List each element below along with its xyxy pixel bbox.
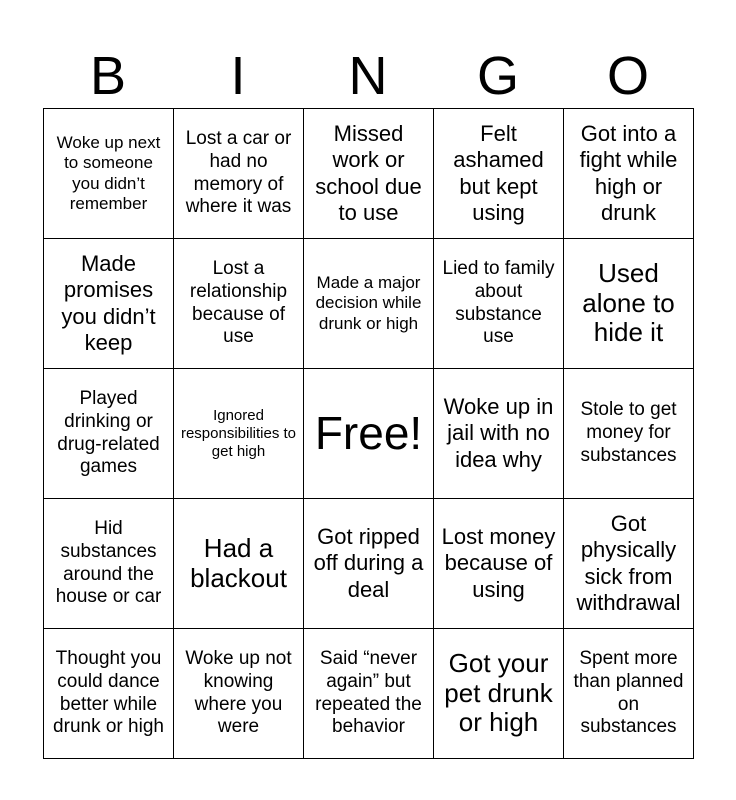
bingo-cell[interactable]: Woke up next to someone you didn’t remember (44, 109, 174, 239)
bingo-cell[interactable]: Lost a car or had no memory of where it was (174, 109, 304, 239)
board-row (44, 369, 694, 499)
bingo-cell[interactable]: Missed work or school due to use (304, 109, 434, 239)
bingo-cell[interactable]: Thought you could dance better while drunk or high (44, 629, 174, 759)
bingo-cell[interactable]: Made promises you didn’t keep (44, 239, 174, 369)
board-row (44, 629, 694, 759)
header-letter-n: N (348, 46, 388, 106)
bingo-cell[interactable]: Spent more than planned on substances (564, 629, 694, 759)
bingo-cell[interactable]: Ignored responsibilities to get high (174, 369, 304, 499)
bingo-board (43, 108, 694, 759)
header-letter-b: B (89, 46, 127, 106)
bingo-cell[interactable]: Stole to get money for substances (564, 369, 694, 499)
board-row (44, 499, 694, 629)
header-letter-i: I (230, 46, 246, 106)
header-letter-o: O (606, 46, 649, 106)
bingo-cell[interactable]: Had a blackout (174, 499, 304, 629)
bingo-cell[interactable]: Hid substances around the house or car (44, 499, 174, 629)
bingo-cell[interactable]: Got physically sick from withdrawal (564, 499, 694, 629)
bingo-cell[interactable]: Woke up in jail with no idea why (434, 369, 564, 499)
bingo-cell[interactable]: Lost a relationship because of use (174, 239, 304, 369)
bingo-cell[interactable]: Woke up not knowing where you were (174, 629, 304, 759)
bingo-cell[interactable]: Got into a fight while high or drunk (564, 109, 694, 239)
bingo-cell[interactable]: Felt ashamed but kept using (434, 109, 564, 239)
bingo-cell[interactable]: Played drinking or drug-related games (44, 369, 174, 499)
bingo-cell[interactable]: Used alone to hide it (564, 239, 694, 369)
bingo-cell[interactable]: Lied to family about substance use (434, 239, 564, 369)
bingo-header (43, 44, 693, 108)
header-letter-g: G (476, 46, 519, 106)
board-row (44, 109, 694, 239)
bingo-cell[interactable]: Got ripped off during a deal (304, 499, 434, 629)
bingo-cell[interactable]: Made a major decision while drunk or high (304, 239, 434, 369)
board-row (44, 239, 694, 369)
bingo-cell[interactable]: Lost money because of using (434, 499, 564, 629)
bingo-cell[interactable]: Got your pet drunk or high (434, 629, 564, 759)
free-space-cell[interactable]: Free! (304, 369, 434, 499)
bingo-cell[interactable]: Said “never again” but repeated the behavior (304, 629, 434, 759)
